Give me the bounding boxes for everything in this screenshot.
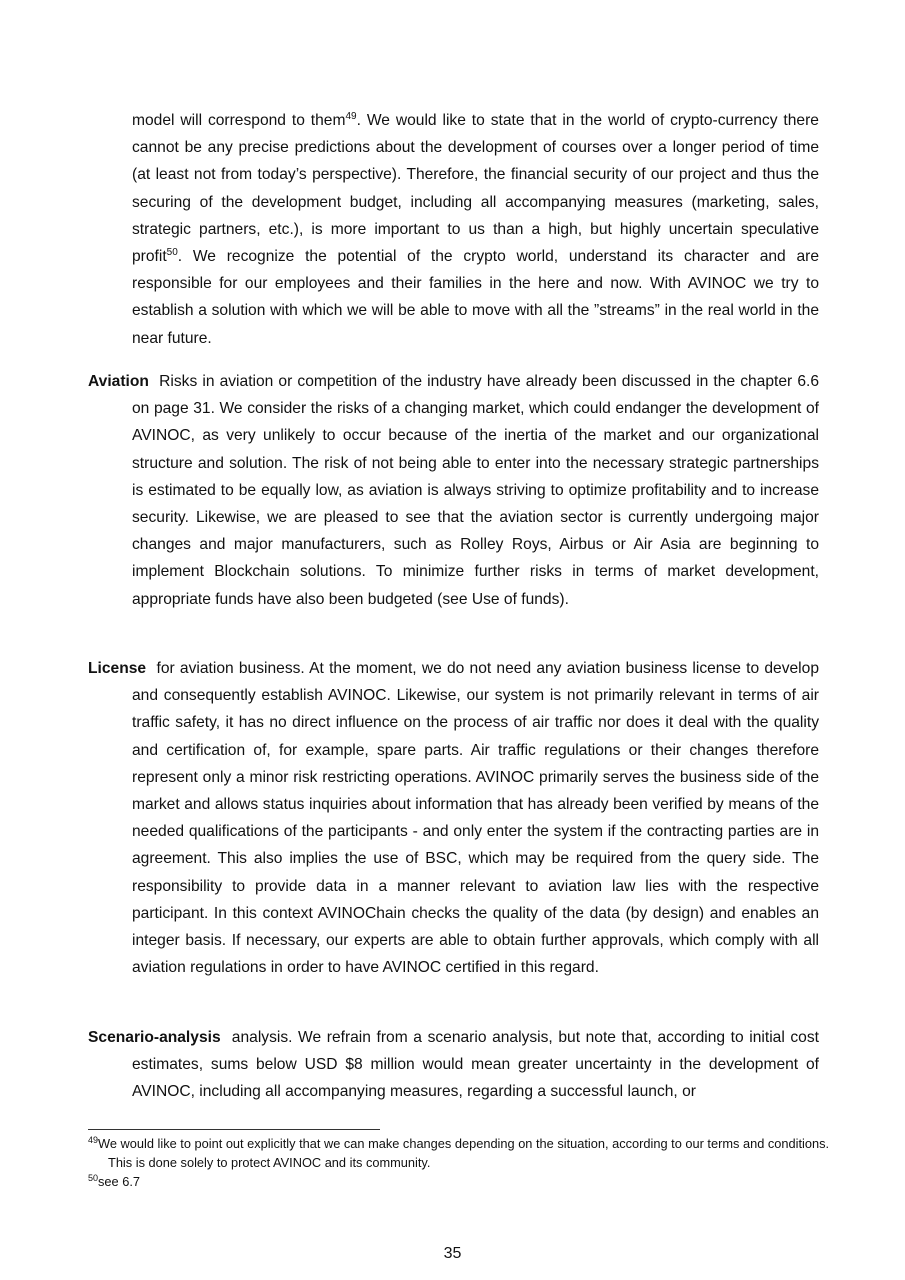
footnote-49 [88,1134,839,1172]
page-number: 35 [443,1245,462,1262]
footnote-text-49: We would like to point out explicitly that we can make changes depending on the situation, according to our terms and conditions. This is done solely to protect AVINOC and its community. [98,1136,830,1170]
description-item-scenario-analysis [88,1024,819,1106]
footnote-marker-50: 50 [88,1173,99,1183]
footnote-50 [88,1172,839,1191]
term-aviation: Aviation [88,373,149,390]
continuation-text-2: . We would like to state that in the world of crypto-currency there cannot be any precise predictions about the development of courses over a longer period of time (at least not from today’s perspective). Therefore, the financial security of our project and thus the securing of the development budget, including all accompanying measures (marketing, sales, strategic partners, etc.), is more important to us than a high, but highly uncertain speculative profit [132,112,819,266]
footnote-marker-49: 49 [88,1135,99,1145]
description-aviation: Risks in aviation or competition of the industry have already been discussed in the chapter 6.6 on page 31. We consider the risks of a changing market, which could endanger the development of AVINOC, as very unlikely to occur because of the inertia of the market and our organizational structure and solution. The risk of not being able to enter into the necessary strategic partnerships is estimated to be equally low, as aviation is always striving to optimize profitability and to increase security. Likewise, we are pleased to see that the aviation sector is currently undergoing major changes and major manufacturers, such as Rolley Roys, Airbus or Air Asia are beginning to implement Blockchain solutions. To minimize further risks in terms of market development, appropriate funds have also been budgeted (see Use of funds). [132,373,819,608]
description-license: for aviation business. At the moment, we do not need any aviation business license to develop and consequently establish AVINOC. Likewise, our system is not primarily relevant in terms of air traffic safety, it has no direct influence on the process of air traffic nor does it deal with the quality and certification of, for example, spare parts. Air traffic regulations or their changes therefore represent only a minor risk restricting operations. AVINOC primarily serves the business side of the market and allows status inquiries about information that has already been verified by means of the needed qualifications of the participants - and only enter the system if the contracting parties are in agreement. This also implies the use of BSC, which may be required from the query side. The responsibility to provide data in a manner relevant to aviation law lies with the respective participant. In this context AVINOChain checks the quality of the data (by design) and enables an integer basis. If necessary, our experts are able to obtain further approvals, which comply with all aviation regulations in order to have AVINOC certified in this regard. [132,660,819,977]
description-scenario-analysis: analysis. We refrain from a scenario analysis, but note that, according to initial cost estimates, sums below USD $8 million would mean greater uncertainty in the development of AVINOC, including all accompanying measures, regarding a successful launch, or [132,1029,819,1101]
term-license: License [88,660,147,677]
term-scenario-analysis: Scenario-analysis [88,1029,221,1046]
footnote-text-50: see 6.7 [98,1174,140,1189]
description-item-aviation [88,368,819,613]
footnote-divider [88,1129,380,1130]
continuation-text-1: model will correspond to them [132,112,346,129]
continuation-text-3: . We recognize the potential of the crypto world, understand its character and are responsible for our employees and their families in the here and now. With AVINOC we try to establish a solution with which we will be able to move with all the ”streams” in the real world in the near future. [132,248,819,347]
footnote-ref-50[interactable]: 50 [166,247,178,259]
footnote-ref-49[interactable]: 49 [345,111,357,122]
description-item-license [88,655,819,981]
continuation-paragraph [132,107,819,352]
